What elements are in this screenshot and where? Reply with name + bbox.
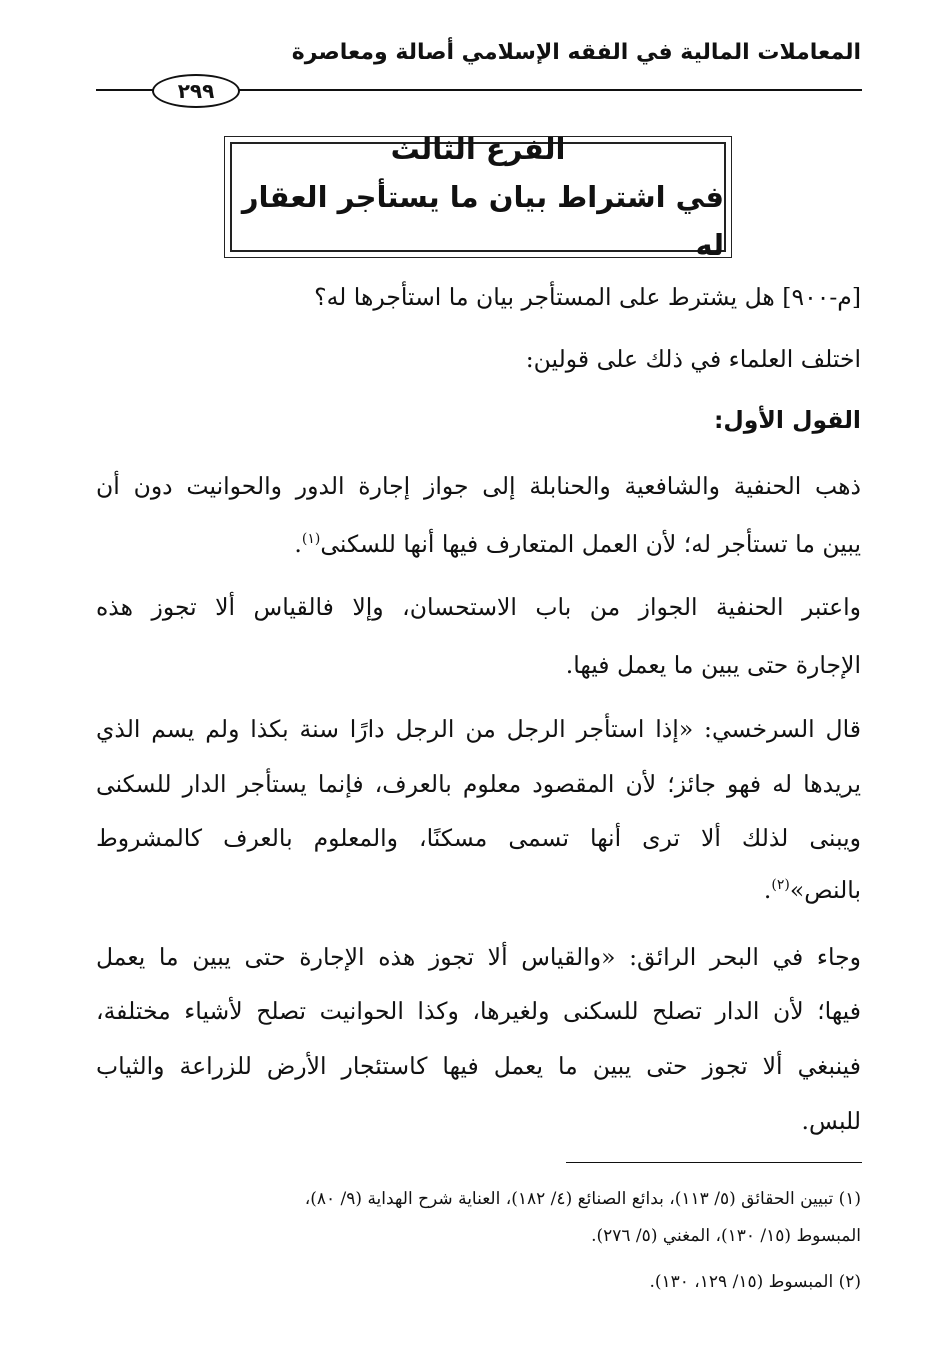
paragraph2-line2: الإجارة حتى يبين ما يعمل فيها. xyxy=(565,651,861,679)
paragraph4-line3: فينبغي ألا تجوز حتى يبين ما يعمل فيها كاستئجار الأرض للزراعة والثياب xyxy=(96,1052,861,1080)
paragraph3-line4-text: بالنص» xyxy=(789,876,861,904)
footnote-ref-1[interactable]: (١) xyxy=(301,531,321,548)
footnote-1-line1: (١) تبيين الحقائق (٥/ ١١٣)، بدائع الصنائع (٤/ ١٨٢)، العناية شرح الهداية (٩/ ٨٠)، xyxy=(304,1189,861,1209)
paragraph3-line4 xyxy=(96,873,861,907)
page-number: ٢٩٩ xyxy=(152,74,240,108)
paragraph3-line3: ويبنى لذلك ألا ترى أنها تسمى مسكنًا، والمعلوم بالعرف كالمشروط xyxy=(96,824,861,852)
section-title-frame xyxy=(224,132,732,262)
footnote-separator xyxy=(566,1162,862,1163)
section-title-line1: الفرع الثالث xyxy=(390,132,566,166)
paragraph4-line1: وجاء في البحر الرائق: «والقياس ألا تجوز هذه الإجارة حتى يبين ما يعمل xyxy=(96,943,861,971)
paragraph3-line2: يريدها له فهو جائز؛ لأن المقصود معلوم بالعرف، فإنما يستأجر الدار للسكنى xyxy=(96,770,861,798)
paragraph3-line1: قال السرخسي: «إذا استأجر الرجل من الرجل دارًا سنة بكذا ولم يسم الذي xyxy=(96,715,861,743)
paragraph1-line2-text: يبين ما تستأجر له؛ لأن العمل المتعارف فيها أنها للسكنى xyxy=(320,530,861,558)
paragraph3-end: . xyxy=(763,876,772,904)
running-title: المعاملات المالية في الفقه الإسلامي أصالة ومعاصرة xyxy=(291,40,861,65)
paragraph4-line2: فيها؛ لأن الدار تصلح للسكنى ولغيرها، وكذا الحوانيت تصلح لأشياء مختلفة، xyxy=(96,997,861,1025)
paragraph1-end: . xyxy=(294,530,302,558)
first-opinion-heading: القول الأول: xyxy=(713,406,861,434)
section-title-inner-frame xyxy=(230,132,726,262)
paragraph2-line1: واعتبر الحنفية الجواز من باب الاستحسان، وإلا فالقياس ألا تجوز هذه xyxy=(96,593,861,621)
paragraph1-line1: ذهب الحنفية والشافعية والحنابلة إلى جواز إجارة الدور والحوانيت دون أن xyxy=(96,472,861,500)
paragraph4-line4: للبس. xyxy=(801,1107,861,1135)
question-line: [م-٩٠٠] هل يشترط على المستأجر بيان ما استأجرها له؟ xyxy=(314,283,861,311)
intro-line: اختلف العلماء في ذلك على قولين: xyxy=(525,345,861,373)
footnote-2: (٢) المبسوط (١٥/ ١٢٩، ١٣٠). xyxy=(649,1272,861,1292)
footnote-ref-2[interactable]: (٢) xyxy=(771,877,790,894)
footnote-1-line2: المبسوط (١٥/ ١٣٠)، المغني (٥/ ٢٧٦). xyxy=(591,1226,861,1246)
paragraph1-line2 xyxy=(96,527,861,561)
section-title-line2: في اشتراط بيان ما يستأجر العقار له xyxy=(241,180,724,262)
